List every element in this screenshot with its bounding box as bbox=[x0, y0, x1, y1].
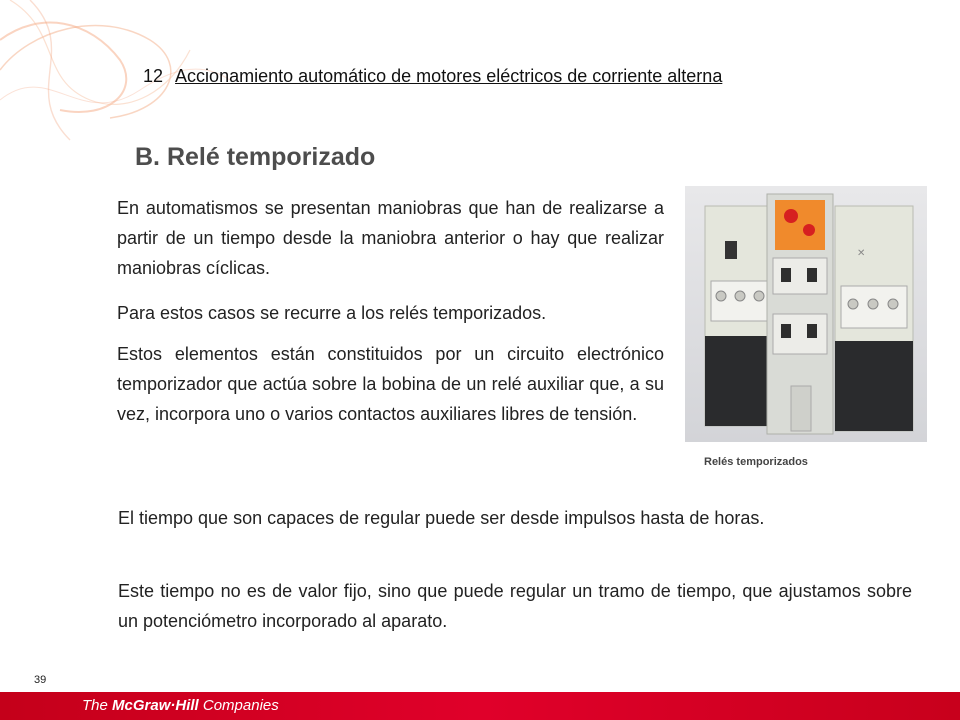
paragraph-cases: Para estos casos se recurre a los relés temporizados. bbox=[117, 303, 547, 323]
paragraph-adjustment: Este tiempo no es de valor fijo, sino que puede regular un tramo de tiempo, que ajustamos sobre un potenciómetro incorporado al aparato. bbox=[118, 581, 912, 631]
paragraph-elements: Estos elementos están constituidos por un circuito electrónico temporizador que actúa sobre la bobina de un relé auxiliar que, a su vez, incorpora uno o varios contactos auxiliares libres de tensión. bbox=[117, 344, 664, 424]
logo-prefix: The bbox=[82, 697, 113, 714]
logo-brand: McGraw·Hill bbox=[112, 697, 199, 714]
relay-photo bbox=[685, 186, 927, 442]
logo-suffix: Companies bbox=[198, 697, 279, 714]
section-title: B. Relé temporizado bbox=[135, 143, 376, 171]
paragraph-time-range: El tiempo que son capaces de regular puede ser desde impulsos hasta de horas. bbox=[118, 508, 765, 528]
photo-caption: Relés temporizados bbox=[704, 456, 808, 468]
page-number: 39 bbox=[34, 674, 47, 686]
chapter-title: Accionamiento automático de motores eléctricos de corriente alterna bbox=[175, 66, 723, 86]
publisher-logo bbox=[82, 697, 279, 714]
paragraph-intro: En automatismos se presentan maniobras que han de realizarse a partir de un tiempo desde la maniobra anterior o hay que realizar maniobras cíclicas. bbox=[117, 198, 664, 278]
relay-illustration bbox=[685, 186, 927, 442]
svg-text:✕: ✕ bbox=[857, 248, 866, 259]
chapter-number: 12 bbox=[143, 66, 164, 86]
chapter-header bbox=[143, 66, 722, 87]
